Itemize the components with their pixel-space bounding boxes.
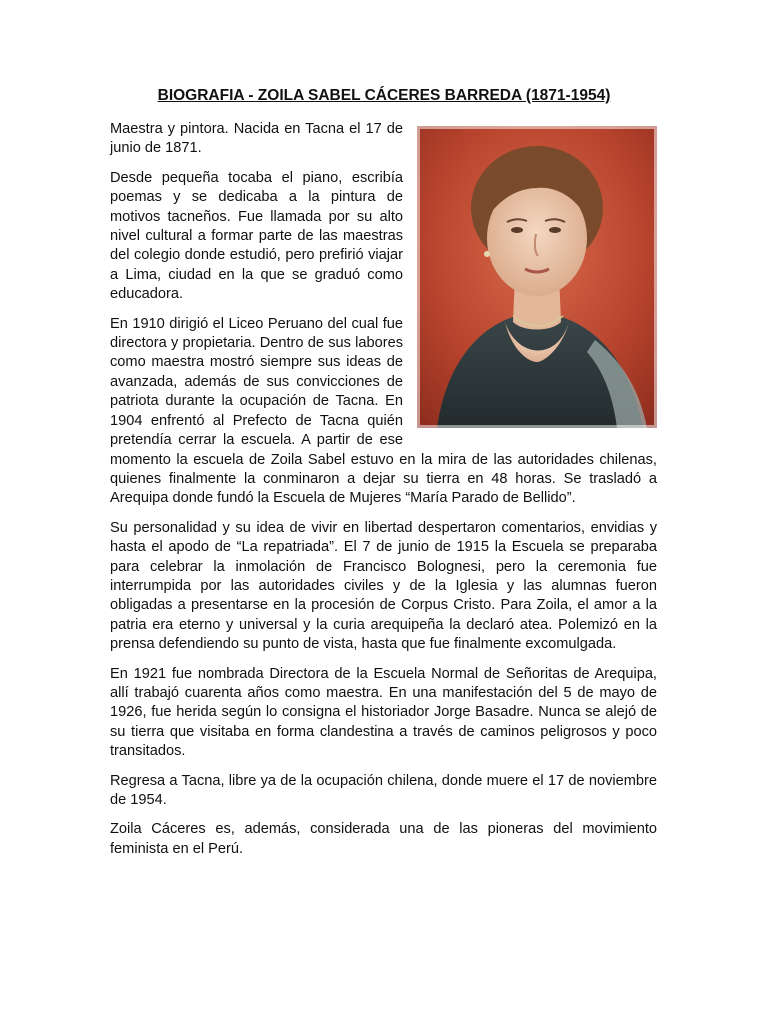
paragraph-2: Desde pequeña tocaba el piano, escribía poemas y se dedicaba a la pintura de motivos tacneños. Fue llamada por su alto nivel cultural a formar parte de las maestras del colegio donde estudió, pero prefirió viajar a Lima, ciudad en la que se graduó como educadora. bbox=[110, 169, 403, 303]
biography-body bbox=[110, 120, 657, 869]
paragraph-5: En 1921 fue nombrada Directora de la Escuela Normal de Señoritas de Arequipa, allí trabajó cuarenta años como maestra. En una manifestación del 5 de mayo de 1926, fue herida según lo consigna el historiador Jorge Basadre. Nunca se alejó de su tierra que visitaba en forma clandestina a través de caminos peligrosos y poco transitados. bbox=[110, 665, 657, 760]
paragraph-3: En 1910 dirigió el Liceo Peruano del cual fue directora y propietaria. Dentro de sus labores como maestra mostró siempre sus ideas de avanzada, además de sus convicciones de patriota durante la ocupación de Tacna. En 1904 enfrentó al Prefecto de Tacna quién pretendía cerrar la escuela. A partir de ese momento la escuela de Zoila Sabel estuvo en la mira de las autoridades chilenas, quienes finalmente la conminaron a dejar su tierra en 48 horas. Se trasladó a Arequipa donde fundó la Escuela de Mujeres “María Parado de Bellido”. bbox=[110, 315, 657, 507]
paragraph-1: Maestra y pintora. Nacida en Tacna el 17 de junio de 1871. bbox=[110, 121, 403, 157]
paragraph-7: Zoila Cáceres es, además, considerada una de las pioneras del movimiento feminista en el Perú. bbox=[110, 821, 657, 857]
portrait-photo bbox=[417, 126, 657, 428]
paragraph-6: Regresa a Tacna, libre ya de la ocupación chilena, donde muere el 17 de noviembre de 1954. bbox=[110, 772, 657, 808]
paragraph-4: Su personalidad y su idea de vivir en libertad despertaron comentarios, envidias y hasta el apodo de “La repatriada”. El 7 de junio de 1915 la Escuela se preparaba para celebrar la inmolación de Francisco Bolognesi, pero la ceremonia fue interrumpida por las autoridades civiles y de la Iglesia y las alumnas fueron obligadas a presentarse en la procesión de Corpus Cristo. Para Zoila, el amor a la patria era eterno y universal y la curia arequipeña la declaró atea. Polemizó en la prensa defendiendo su punto de vista, hasta que fue finalmente excomulgada. bbox=[110, 519, 657, 653]
page-title: BIOGRAFIA - ZOILA SABEL CÁCERES BARREDA (1871-1954) bbox=[157, 87, 611, 104]
